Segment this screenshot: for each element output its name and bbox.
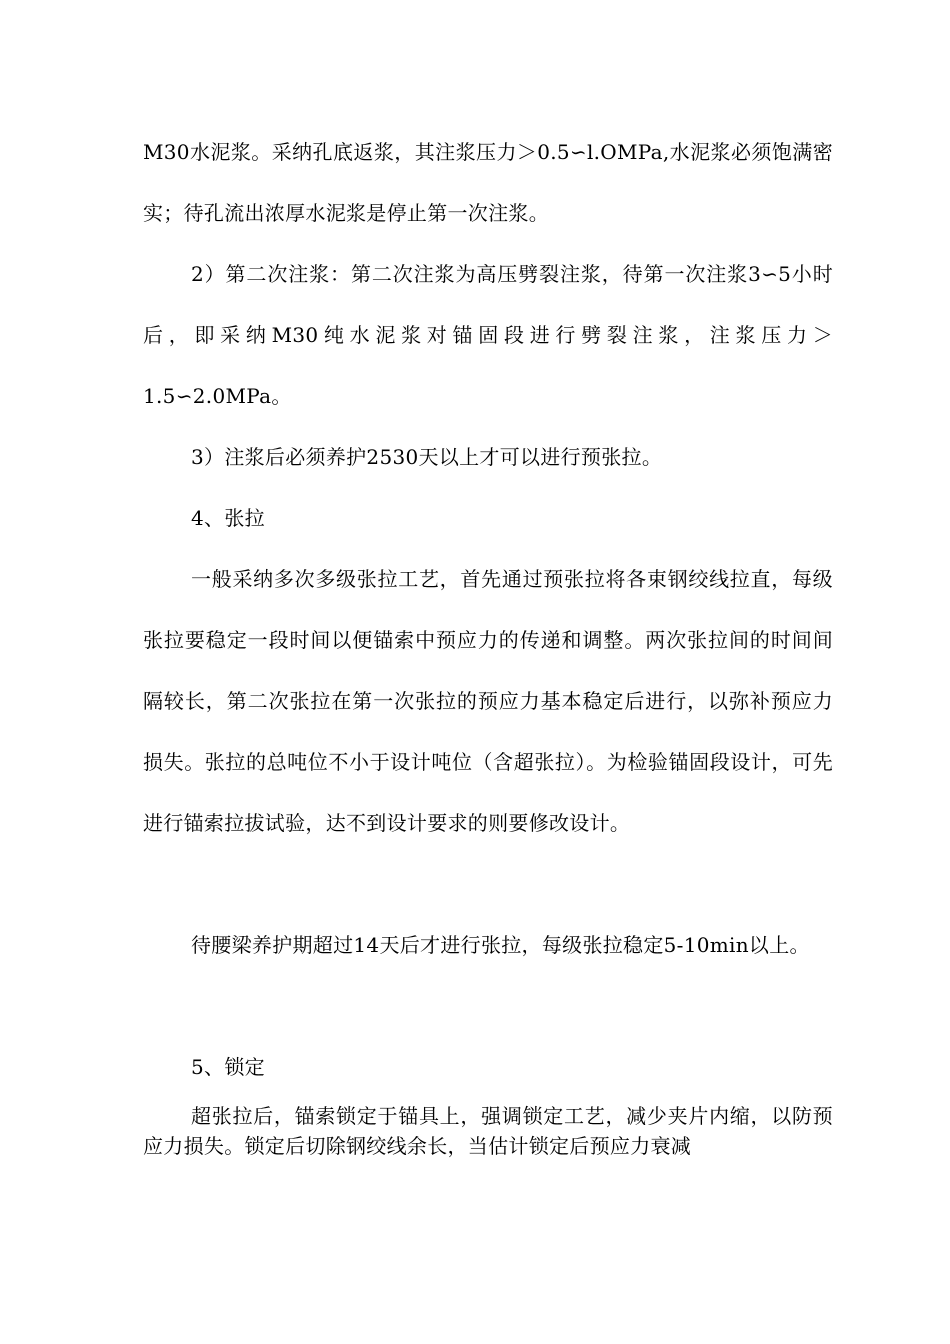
paragraph-locking-process: 超张拉后，锚索锁定于锚具上，强调锁定工艺，减少夹片内缩，以防预应力损失。锁定后切除钢绞线余长，当估计锁定后预应力衰减: [143, 1104, 833, 1158]
paragraph-curing: 3）注浆后必须养护2530天以上才可以进行预张拉。: [191, 445, 663, 469]
paragraph-tensioning-timing: 待腰梁养护期超过14天后才进行张拉，每级张拉稳定5-10min以上。: [191, 933, 810, 957]
section-heading-tensioning: 4、张拉: [191, 506, 265, 530]
paragraph-tensioning-process: 一般采纳多次多级张拉工艺，首先通过预张拉将各束钢绞线拉直，每级张拉要稳定一段时间以便锚索中预应力的传递和调整。两次张拉间的时间间隔较长，第二次张拉在第一次张拉的预应力基本稳定后进行，以弥补预应力损失。张拉的总吨位不小于设计吨位（含超张拉）。为检验锚固段设计，可先进行锚索拉拔试验，达不到设计要求的则要修改设计。: [143, 567, 833, 835]
section-heading-locking: 5、锁定: [191, 1055, 265, 1079]
paragraph-second-grouting: 2）第二次注浆：第二次注浆为高压劈裂注浆，待第一次注浆3∽5小时后，即采纳M30纯水泥浆对锚固段进行劈裂注浆，注浆压力＞1.5∽2.0MPa。: [143, 262, 833, 408]
paragraph-grouting-first-continued: M30水泥浆。采纳孔底返浆，其注浆压力＞0.5∽l.OMPa,水泥浆必须饱满密实；待孔流出浓厚水泥浆是停止第一次注浆。: [143, 140, 833, 225]
